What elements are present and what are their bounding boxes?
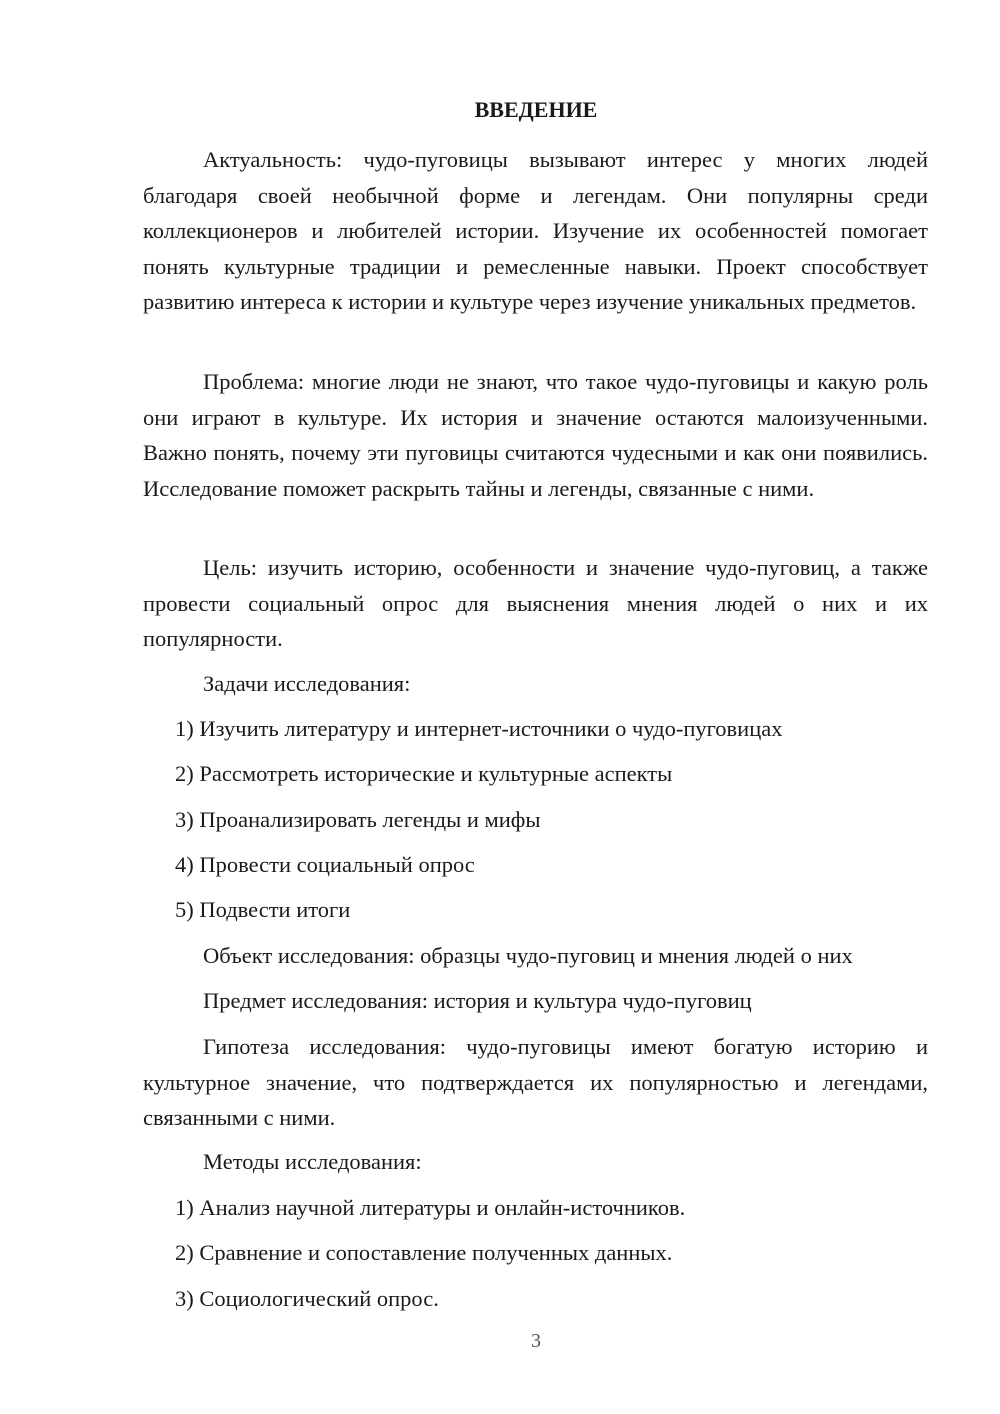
relevance-paragraph: Актуальность: чудо-пуговицы вызывают интерес у многих людей благодаря своей необычной форме и легендам. Они популярны среди коллекционеров и любителей истории. Изучение их особенностей помогает понять культурные традиции и ремесленные навыки. Проект способствует развитию интереса к истории и культуре через изучение уникальных предметов.	[143, 147, 928, 314]
task-item: 4) Провести социальный опрос	[175, 852, 475, 877]
method-item: 1) Анализ научной литературы и онлайн-источников.	[175, 1195, 686, 1220]
task-item: 2) Рассмотреть исторические и культурные аспекты	[175, 761, 673, 786]
task-item: 1) Изучить литературу и интернет-источники о чудо-пуговицах	[175, 716, 783, 741]
page-number: 3	[531, 1330, 541, 1352]
object-line: Объект исследования: образцы чудо-пуговиц и мнения людей о них	[203, 943, 853, 968]
method-item: 2) Сравнение и сопоставление полученных данных.	[175, 1240, 673, 1265]
page-title: ВВЕДЕНИЕ	[474, 97, 598, 122]
hypothesis-paragraph: Гипотеза исследования: чудо-пуговицы имеют богатую историю и культурное значение, что подтверждается их популярностью и легендами, связанными с ними.	[143, 1034, 928, 1130]
tasks-heading: Задачи исследования:	[203, 671, 411, 696]
subject-line: Предмет исследования: история и культура чудо-пуговиц	[203, 988, 752, 1013]
goal-paragraph: Цель: изучить историю, особенности и значение чудо-пуговиц, а также провести социальный опрос для выяснения мнения людей о них и их популярности.	[143, 555, 928, 651]
problem-paragraph: Проблема: многие люди не знают, что такое чудо-пуговицы и какую роль они играют в культуре. Их история и значение остаются малоизученными. Важно понять, почему эти пуговицы считаются чудесными и как они появились. Исследование поможет раскрыть тайны и легенды, связанные с ними.	[143, 369, 928, 501]
task-item: 5) Подвести итоги	[175, 897, 351, 922]
method-item: 3) Социологический опрос.	[175, 1286, 439, 1311]
methods-heading: Методы исследования:	[203, 1149, 422, 1174]
task-item: 3) Проанализировать легенды и мифы	[175, 807, 541, 832]
